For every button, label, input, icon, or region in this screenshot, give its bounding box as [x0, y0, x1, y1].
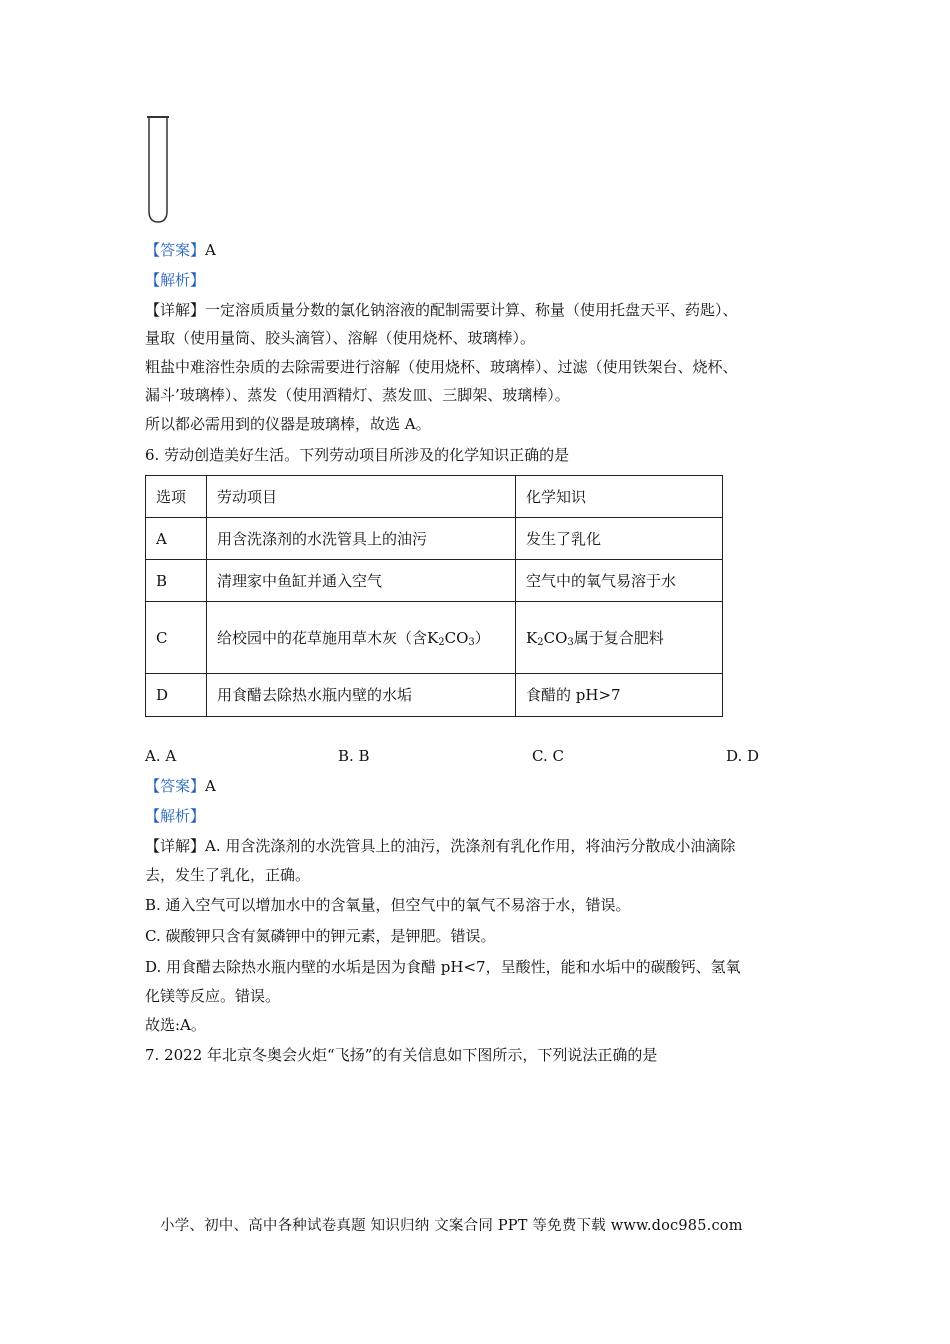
q6-detail-line-2: 去，发生了乳化，正确。: [145, 866, 311, 884]
q6-detail-text-1: A. 用含洗涤剂的水洗管具上的油污，洗涤剂有乳化作用，将油污分散成小油滴除: [205, 837, 736, 855]
table-cell: $K_2CO_3$属于复合肥料: [516, 602, 723, 674]
detail-tag: 【详解】: [145, 301, 206, 319]
table-header-cell: 劳动项目: [207, 476, 516, 518]
q6-detail-line-6: 化镁等反应。错误。: [145, 987, 281, 1005]
table-header-cell: 化学知识: [516, 476, 723, 518]
test-tube-icon: [146, 115, 170, 225]
table-cell: C: [146, 602, 207, 674]
option-a: A. A: [145, 747, 177, 765]
q5-analysis-tag: 【解析】: [145, 271, 206, 289]
q6-stem: 6. 劳动创造美好生活。下列劳动项目所涉及的化学知识正确的是: [145, 446, 570, 464]
answer-tag: 【答案】: [145, 777, 206, 795]
table-row: [146, 602, 723, 674]
table-cell: 发生了乳化: [516, 518, 723, 560]
table-header-row: [146, 476, 723, 518]
table-row: [146, 518, 723, 560]
q6-detail-line-1: [145, 836, 735, 856]
page-footer: 小学、初中、高中各种试卷真题 知识归纳 文案合同 PPT 等免费下载 www.doc985.com: [160, 1218, 743, 1234]
table-row: [146, 560, 723, 602]
option-c: C. C: [532, 747, 564, 765]
q6-answer-value: A: [205, 777, 216, 795]
q6-answer-line: [145, 776, 216, 796]
q6-detail-line-4: C. 碳酸钾只含有氮磷钾中的钾元素，是钾肥。错误。: [145, 927, 496, 945]
table-cell: 用含洗涤剂的水洗管具上的油污: [207, 518, 516, 560]
table-cell: 用食醋去除热水瓶内壁的水垢: [207, 674, 516, 717]
q6-detail-line-7: 故选:A。: [145, 1016, 206, 1034]
q6-detail-line-5: D. 用食醋去除热水瓶内壁的水垢是因为食醋 pH<7，呈酸性，能和水垢中的碳酸钙、氢氧: [145, 958, 741, 976]
q5-detail-line-2: 量取（使用量筒、胶头滴管）、溶解（使用烧杯、玻璃棒）。: [145, 329, 536, 347]
q6-analysis-tag: 【解析】: [145, 807, 206, 825]
table-cell: A: [146, 518, 207, 560]
q7-stem: 7. 2022 年北京冬奥会火炬“飞扬”的有关信息如下图所示，下列说法正确的是: [145, 1046, 658, 1064]
table-cell: D: [146, 674, 207, 717]
option-d: D. D: [726, 747, 760, 765]
answer-tag: 【答案】: [145, 241, 206, 259]
table-cell: 给校园中的花草施用草木灰（含$K_2CO_3$）: [207, 602, 516, 674]
q5-detail-text-1: 一定溶质质量分数的氯化钠溶液的配制需要计算、称量（使用托盘天平、药匙）、: [205, 301, 738, 319]
detail-tag: 【详解】: [145, 837, 206, 855]
q5-detail-line-5: 所以都必需用到的仪器是玻璃棒，故选 A。: [145, 415, 431, 433]
q6-detail-line-3: B. 通入空气可以增加水中的含氧量，但空气中的氧气不易溶于水，错误。: [145, 896, 631, 914]
q5-detail-line-1: [145, 300, 738, 320]
q5-answer-value: A: [205, 241, 216, 259]
option-b: B. B: [338, 747, 370, 765]
table-cell: 清理家中鱼缸并通入空气: [207, 560, 516, 602]
q5-detail-line-4: 漏斗’玻璃棒）、蒸发（使用酒精灯、蒸发皿、三脚架、玻璃棒）。: [145, 386, 570, 404]
q5-answer-line: [145, 240, 216, 260]
q5-detail-line-3: 粗盐中难溶性杂质的去除需要进行溶解（使用烧杯、玻璃棒）、过滤（使用铁架台、烧杯、: [145, 358, 738, 376]
table-cell: 空气中的氧气易溶于水: [516, 560, 723, 602]
q6-table: [145, 475, 723, 717]
table-row: [146, 674, 723, 717]
table-header-cell: 选项: [146, 476, 207, 518]
table-cell: 食醋的 pH>7: [516, 674, 723, 717]
table-cell: B: [146, 560, 207, 602]
